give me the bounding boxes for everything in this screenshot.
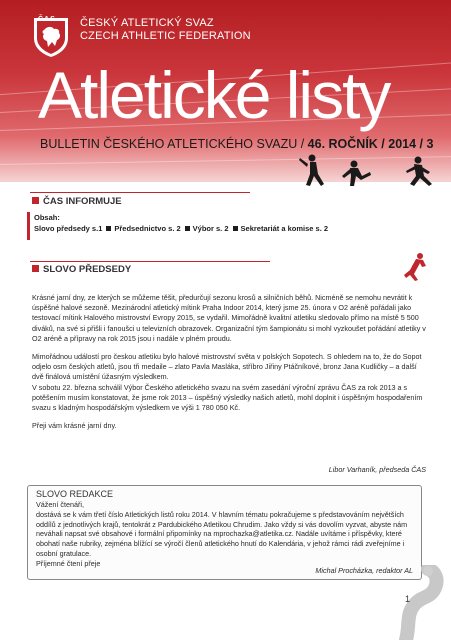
bullet-square-icon (106, 226, 111, 231)
contents-label: Obsah: (34, 213, 60, 222)
federation-name-en: CZECH ATHLETIC FEDERATION (80, 30, 251, 42)
contents-list (34, 223, 427, 234)
issue-number: 46. ROČNÍK / 2014 / 3 (307, 137, 434, 151)
sprinter-start-icon (388, 244, 432, 284)
chair-signature: Libor Varhaník, předseda ČAS (328, 465, 426, 474)
chair-article (32, 293, 427, 439)
bullet-square-icon (32, 265, 39, 272)
bullet-square-icon (233, 226, 238, 231)
editorial-box (27, 485, 422, 580)
editorial-text: dostává se k vám třetí číslo Atletických listů roku 2014. V hlavním tématu pokračujeme s představováním největších oddílů z jednotlivých krajů, tentokrát z Pardubického Atletikou Chrudim. Jako vždy si vás dovolím vyzvat, abyste nám neváhali napsat své obsahové i formální připomínky na mprochazka@atletika.cz. Nadále uvítáme i příspěvky, které obohatí naše rubriky, zejména blížící se výročí členů atletického hnutí do Kalendária, v jehož rámci rádi zveřejníme i osobní gratulace. (36, 509, 408, 558)
table-of-contents (27, 212, 427, 240)
editorial-body (36, 500, 416, 569)
section-chair-label: SLOVO PŘEDSEDY (43, 264, 132, 275)
editorial-title: SLOVO REDAKCE (36, 489, 114, 499)
article-paragraph: Krásné jarní dny, ze kterých se můžeme těšit, předurčují sezonu krosů a silničních běhů. Nicméně se nemohu nevrátit k úspěšné halové sezoně. Mezinárodní atletický mítink Praha Indoor 2014, který jsme 25. února v O2 aréně pořádali jako testovací mítink Halového mistrovství Evropy 2015, se vydařil. Mimořádně kvalitní atletiku sledovalo přímo na místě 5 500 diváků, na své si přišli i fanoušci u televizních obrazovek. Organizační tým šampionátu si mohl vyzkoušet pořádání atletiky v O2 aréně a přípravy na rok 2015 jsou i nadále v plném proudu. (32, 293, 426, 343)
section-info-label: ČAS INFORMUJE (43, 196, 122, 207)
section-chair-heading (32, 264, 131, 275)
bulletin-title: Atletické listy (38, 58, 390, 132)
editorial-greeting: Vážení čtenáři, (36, 500, 84, 509)
bullet-square-icon (185, 226, 190, 231)
bulletin-name: BULLETIN ČESKÉHO ATLETICKÉHO SVAZU / (40, 137, 308, 151)
section-rule (30, 192, 250, 193)
editorial-closing: Příjemné čtení přeje (36, 558, 101, 568)
bullet-square-icon (32, 197, 39, 204)
article-paragraph: Přeji vám krásné jarní dny. (32, 421, 117, 431)
runner-footer-icon (376, 565, 446, 640)
section-info-heading (32, 196, 122, 207)
federation-name-cz: ČESKÝ ATLETICKÝ SVAZ (80, 17, 214, 29)
editorial-signature: Michal Procházka, redaktor AL (315, 566, 413, 575)
athletes-silhouette-icon (250, 150, 451, 198)
logo-text: ČAS (38, 16, 56, 23)
contents-item[interactable]: Slovo předsedy s.1 (34, 224, 103, 233)
article-paragraph: V sobotu 22. března schválil Výbor Českého atletického svazu na svém zasedání výroční zprávu ČAS za rok 2013 a s potěšením musím konstatovat, že jsme rok 2013 – úspěšný výsledky našich atletů, mohl doplnit i úspěšným hospodařením svazu s kladným hospodářským výsledkem ve výši 1 780 050 Kč. (32, 382, 423, 413)
page-number: 1 (405, 594, 411, 604)
federation-name (80, 17, 251, 43)
contents-item[interactable]: Sekretariát a komise s. 2 (240, 224, 329, 233)
bulletin-subtitle (40, 137, 433, 151)
article-paragraph: Mimořádnou událostí pro českou atletiku bylo halové mistrovství světa v polských Sopotech. S ohledem na to, že do Sopot odjelo osm českých atletů, jsou tři medaile – zlato Pavla Masláka, stříbro Jiřiny Ptáčníkové, bronz Jana Kudličky – a další dvě finálová umístění úžasným výsledkem. (32, 352, 422, 382)
section-rule (30, 261, 270, 262)
contents-item[interactable]: Předsednictvo s. 2 (114, 224, 181, 233)
contents-item[interactable]: Výbor s. 2 (192, 224, 229, 233)
